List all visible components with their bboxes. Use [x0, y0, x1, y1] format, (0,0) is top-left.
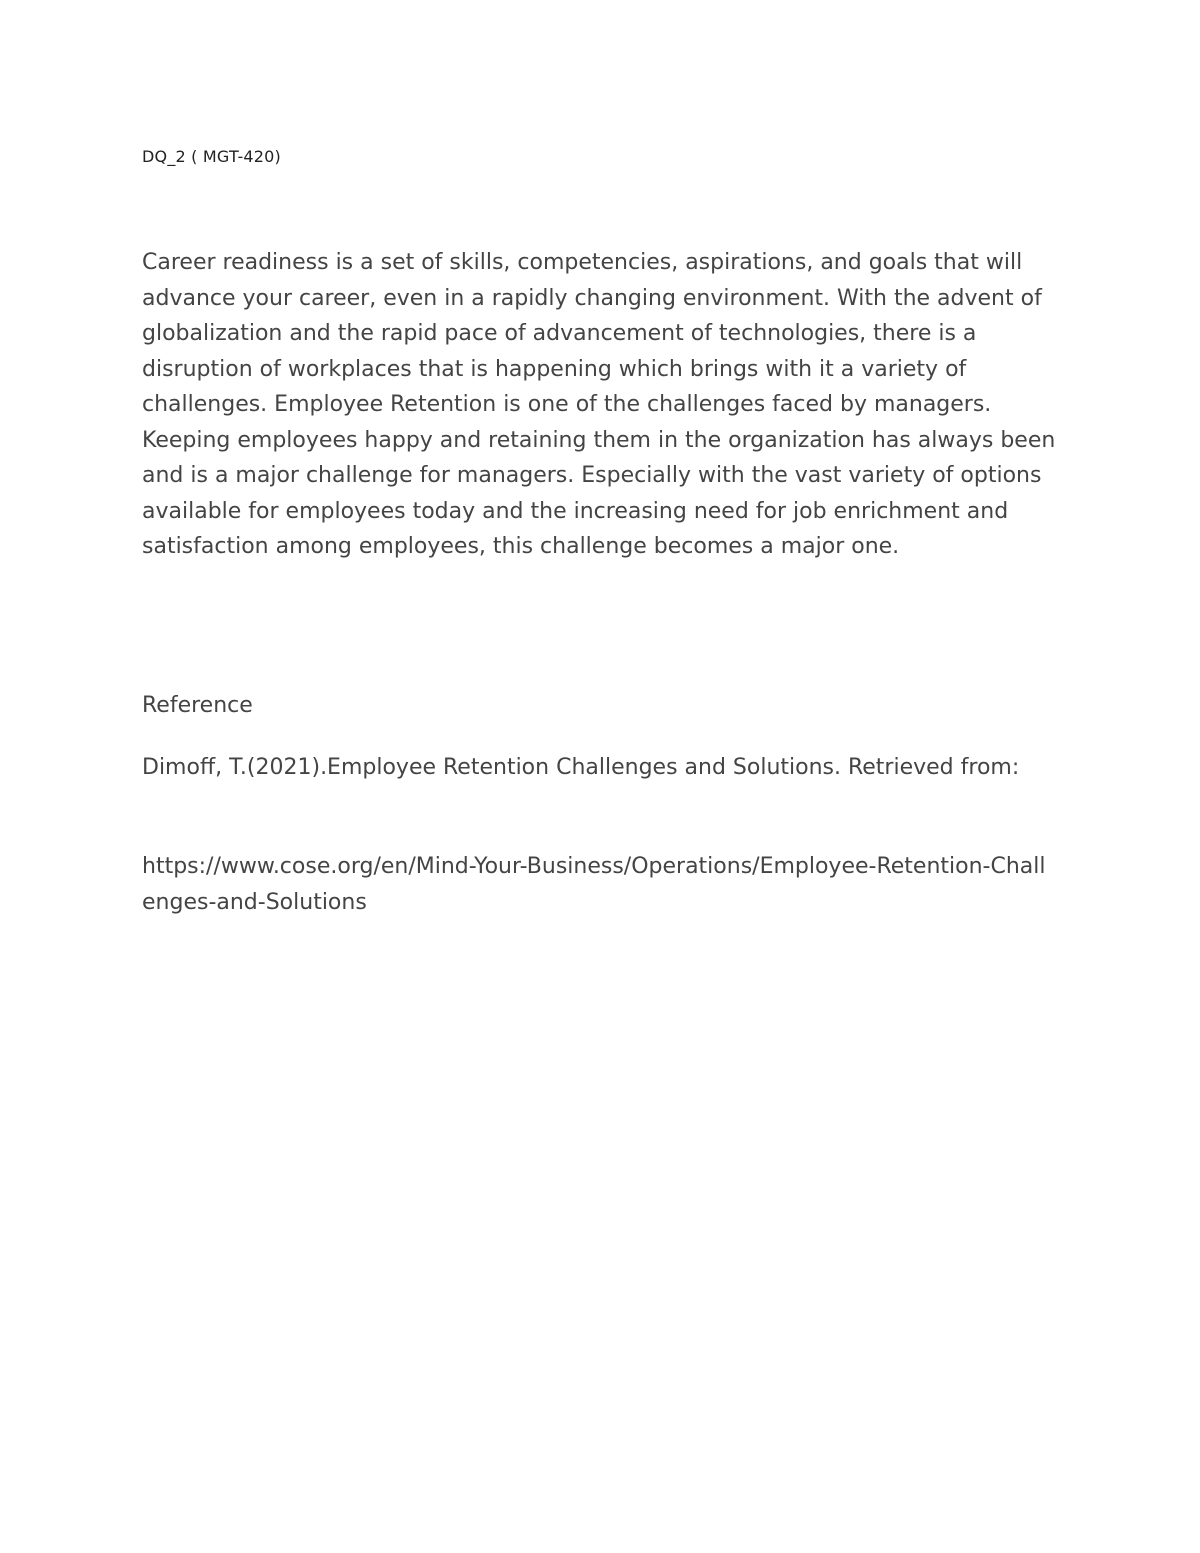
document-title: DQ_2 ( MGT-420): [142, 147, 281, 166]
reference-citation: Dimoff, T.(2021).Employee Retention Challenges and Solutions. Retrieved from:: [142, 755, 1020, 780]
reference-url: https://www.cose.org/en/Mind-Your-Business/Operations/Employee-Retention-Challenges-and-Solutions: [142, 854, 1046, 915]
reference-heading: Reference: [142, 693, 253, 718]
body-paragraph: Career readiness is a set of skills, competencies, aspirations, and goals that will advance your career, even in a rapidly changing environment. With the advent of globalization and the rapid pace of advancement of technologies, there is a disruption of workplaces that is happening which brings with it a variety of challenges. Employee Retention is one of the challenges faced by managers. Keeping employees happy and retaining them in the organization has always been and is a major challenge for managers. Especially with the vast variety of options available for employees today and the increasing need for job enrichment and satisfaction among employees, this challenge becomes a major one.: [142, 250, 1056, 559]
